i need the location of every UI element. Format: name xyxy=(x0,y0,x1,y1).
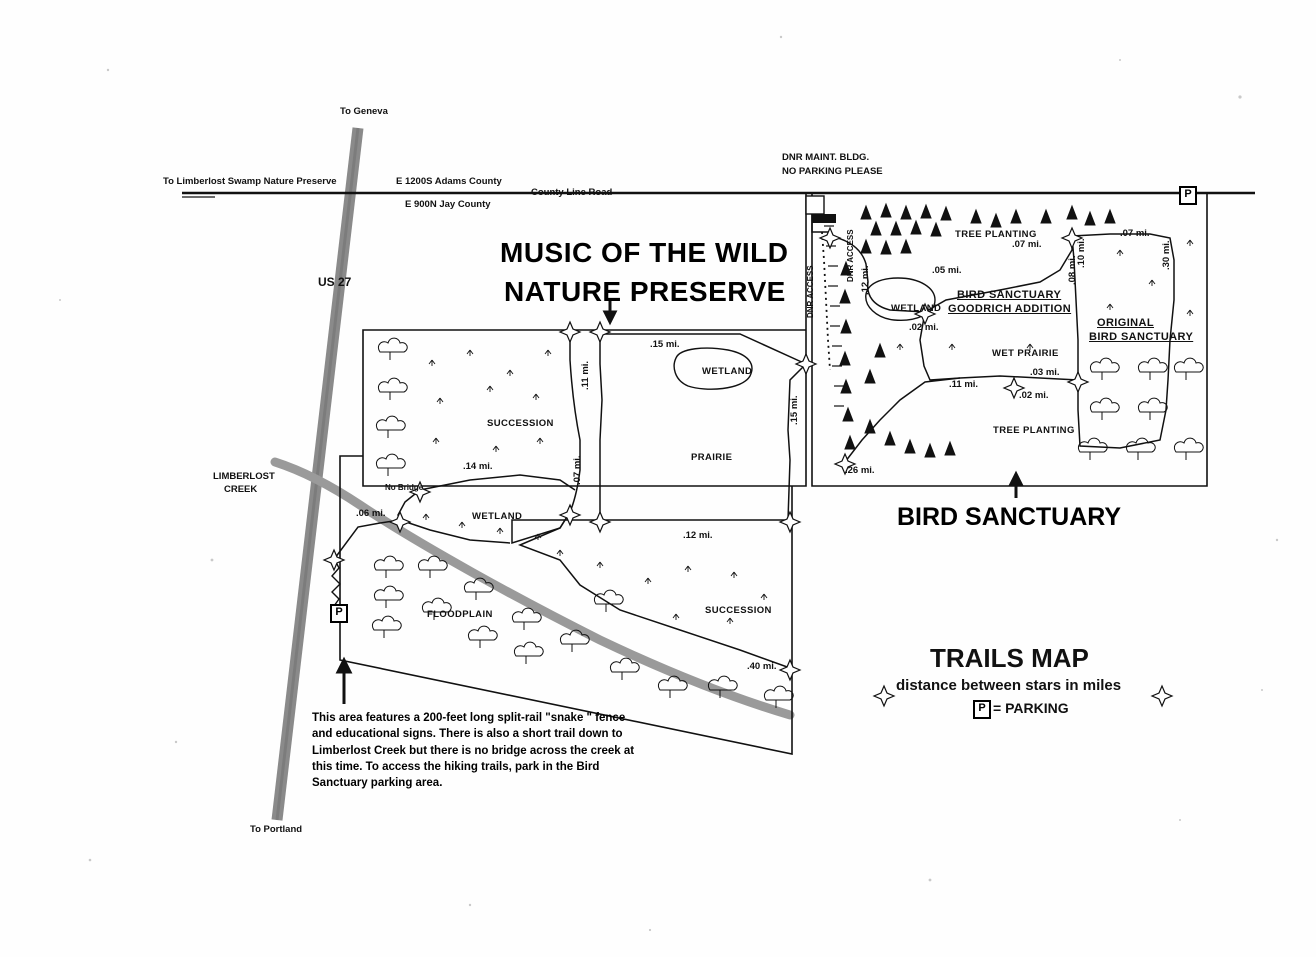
zone-label: WETLAND xyxy=(891,303,942,314)
distance-label: .30 mi. xyxy=(1161,240,1172,270)
zone-label: SUCCESSION xyxy=(705,605,772,616)
trails-map-title: TRAILS MAP xyxy=(930,643,1089,673)
distance-label: .12 mi. xyxy=(683,530,713,541)
distance-label: .10 mi. xyxy=(1076,238,1087,268)
label-dnr-bldg-line2: NO PARKING PLEASE xyxy=(782,166,883,177)
label-to-limberlost-swamp: To Limberlost Swamp Nature Preserve xyxy=(163,176,337,187)
distance-label: .26 mi. xyxy=(845,465,875,476)
zone-label: SUCCESSION xyxy=(487,418,554,429)
label-dnr-bldg-line1: DNR MAINT. BLDG. xyxy=(782,152,870,163)
legend-parking-icon: P xyxy=(973,700,991,719)
parking-icon-east: P xyxy=(1179,186,1197,205)
distance-label: .14 mi. xyxy=(463,461,493,472)
bird-sanctuary-title: BIRD SANCTUARY xyxy=(897,503,1122,531)
zone-label: FLOODPLAIN xyxy=(427,609,493,620)
parking-icon-west: P xyxy=(330,604,348,623)
distance-label: .02 mi. xyxy=(1019,390,1049,401)
label-dnr-access-1: DNR ACCESS xyxy=(806,265,815,318)
label-to-portland: To Portland xyxy=(250,824,303,835)
page-title-line2: NATURE PRESERVE xyxy=(504,276,786,307)
distance-label: .07 mi. xyxy=(1120,228,1150,239)
page-title-line1: MUSIC OF THE WILD xyxy=(500,237,789,268)
distance-label: .06 mi. xyxy=(356,508,386,519)
distance-label: .03 mi. xyxy=(1030,367,1060,378)
distance-label: .07 mi. xyxy=(572,455,583,485)
zone-label: WETLAND xyxy=(472,511,523,522)
label-original-1: ORIGINAL xyxy=(1097,317,1154,329)
label-county-line-road: County Line Road xyxy=(531,187,613,198)
label-to-geneva: To Geneva xyxy=(340,106,388,117)
zone-label: TREE PLANTING xyxy=(993,425,1075,436)
distance-label: .12 mi. xyxy=(860,265,871,295)
label-jay-county: E 900N Jay County xyxy=(405,199,491,210)
label-limberlost-creek-1: LIMBERLOST xyxy=(213,471,275,482)
distance-label: .05 mi. xyxy=(932,265,962,276)
label-goodrich-2: GOODRICH ADDITION xyxy=(948,303,1072,315)
distance-label: .40 mi. xyxy=(747,661,777,672)
zone-label: TREE PLANTING xyxy=(955,229,1037,240)
distance-label: .11 mi. xyxy=(580,360,591,390)
distance-label: .15 mi. xyxy=(650,339,680,350)
label-goodrich-1: BIRD SANCTUARY xyxy=(957,289,1062,301)
zone-label: WETLAND xyxy=(702,366,753,377)
label-dnr-access-2: DNR ACCESS xyxy=(846,229,855,282)
distance-label: .07 mi. xyxy=(1012,239,1042,250)
label-no-bridge: No Bridge xyxy=(385,483,424,492)
label-limberlost-creek-2: CREEK xyxy=(224,484,258,495)
distance-label: .08 mi. xyxy=(1067,255,1078,285)
distance-label: .02 mi. xyxy=(909,322,939,333)
zone-label: WET PRAIRIE xyxy=(992,348,1059,359)
legend-distance-note: distance between stars in miles xyxy=(896,677,1122,694)
distance-label: .11 mi. xyxy=(949,379,979,390)
zone-label: PRAIRIE xyxy=(691,452,733,463)
trail-note: This area features a 200-feet long split-rail "snake " fence and educational signs. There is also a short trail down to Limberlost Creek but there is no bridge across the creek at this time. To access the hiking trails, park in the Bird Sanctuary parking area. xyxy=(312,712,635,790)
label-adams-county: E 1200S Adams County xyxy=(396,176,502,187)
distance-label: .15 mi. xyxy=(789,395,800,425)
label-original-2: BIRD SANCTUARY xyxy=(1089,331,1194,343)
legend-parking-label: = PARKING xyxy=(993,700,1069,716)
label-us27: US 27 xyxy=(318,275,352,289)
